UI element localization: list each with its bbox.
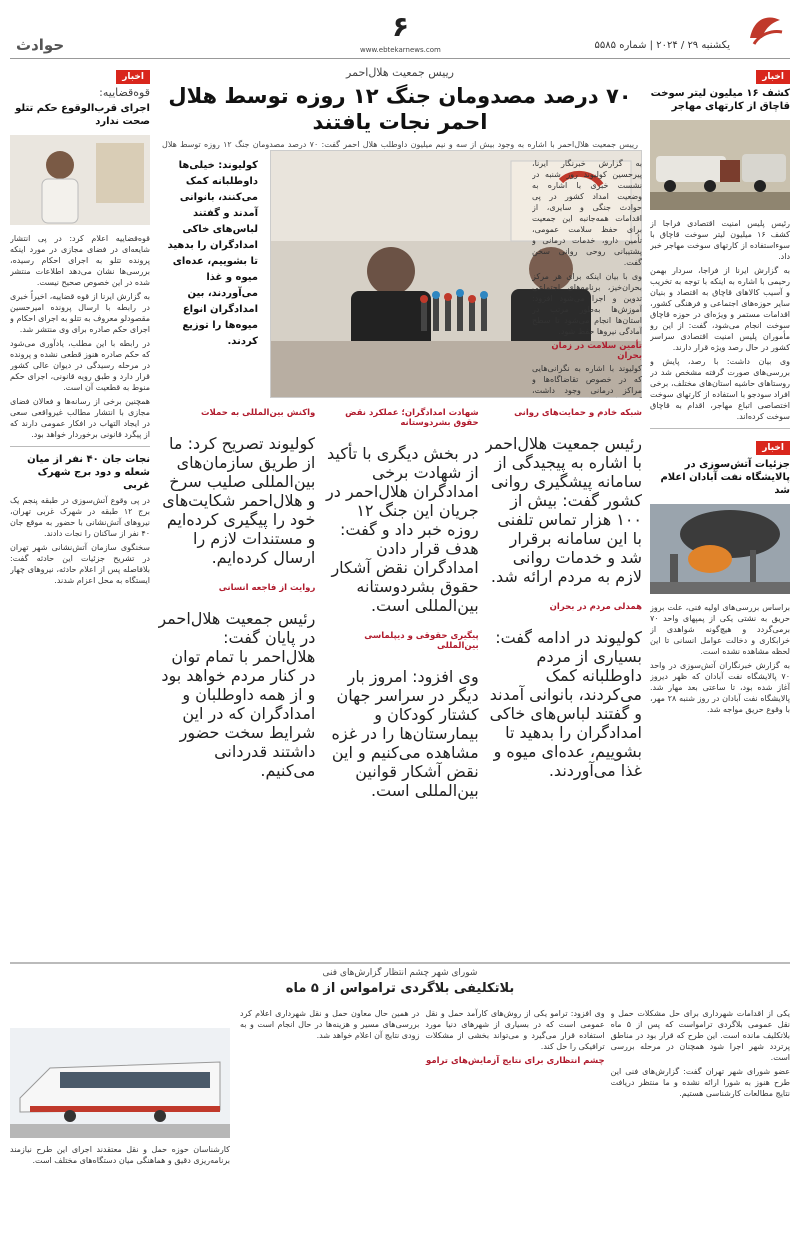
right-paragraph: براساس بررسی‌های اولیه فنی، علت بروز حریق به نشتی یکی از پمپهای واحد ۷۰ برمی‌گردد و هیچ‌گونه شواهدی از خرابکاری و دخالت عوامل انسانی تا این لحظه مشاهده نشده است. [650,603,790,656]
website-url[interactable]: www.ebtekarnews.com [360,46,441,54]
news-label: اخبار [756,441,790,455]
right-news-column [650,64,790,954]
body-column [485,404,642,954]
refinery-fire-photo [650,504,790,594]
bottom-columns [240,1008,790,1228]
main-subhead: شهادت امدادگران؛ عملکرد نقض حقوق بشردوستانه [345,408,479,428]
news-label: اخبار [756,70,790,84]
divider [10,446,150,447]
section-title: حوادث [16,36,65,54]
left-kicker: قوه‌قضاییه: [99,86,150,99]
photo-caption: کولیوند: خیلی‌ها داوطلبانه کمک می‌کنند، بانوانی آمدند و گفتند لباس‌های خاکی امدادگران را بدهید تا بشوییم، عده‌ای میوه و غذا می‌آوردند، بین امدادگران انواع میوه‌ها را توزیع کردند. [167,160,258,347]
page-number: ۶ [392,10,410,43]
divider [650,428,790,429]
left-paragraph: همچنین برخی از رسانه‌ها و فعالان فضای مجازی با انتشار مطالب غیرواقعی سعی در ایجاد التهاب در افکار عمومی دارند که از پیگرد قانونی برخوردار خواهد بود. [10,397,150,439]
bottom-column [425,1008,604,1228]
main-body-columns [158,404,642,954]
main-subhead: پیگیری حقوقی و دیپلماسی بین‌المللی [364,631,479,651]
left-news-column [10,64,150,954]
news-label: اخبار [116,70,150,84]
main-paragraph: کولیوند با اشاره به نگرانی‌هایی که در خصوص تقاضاگاه‌ها و مراکز درمانی وجود داشت، [532,364,642,395]
left-headline-2[interactable]: نجات جان ۴۰ نفر از میان شعله و دود برج شهرک غربی [27,454,150,491]
main-paragraph: رئیس جمعیت هلال‌احمر با اشاره به پیجیدگی از سامانه پیشگیری روانی کشور گفت: بیش از ۱۰۰ هزار تماس تلفنی با این سامانه برقرار شد و خدمات روانی لازم به مردم ارائه شد. [485,434,642,586]
left-headline[interactable]: اجرای قرب‌الوقوع حکم تتلو صحت ندارد [15,103,150,127]
bottom-paragraph: کارشناسان حوزه حمل و نقل معتقدند اجرای این طرح نیازمند برنامه‌ریزی دقیق و هماهنگی میان دستگاه‌های مختلف است. [10,1145,230,1165]
masthead-rule [10,58,790,59]
main-paragraph: وی با بیان اینکه برای هر مرکز بحران‌خیز، برنامه‌های اجتماعی تدوین و اجرا می‌شود افزود: آموزش‌ها به‌طور مرتب در استان‌ها انجام می‌شود تا سطح آمادگی نیروها حفظ شود. [532,272,642,336]
right-paragraph: به گزارش خبرنگاران آتش‌سوزی در واحد ۷۰ پالایشگاه نفت آبادان که ظهر دیروز آغاز شده بود، تا ساعتی بعد مهار شد. پالایشگاه نفت آبادان در روز شنبه ۲۸ مهر، با وقوع حریق مواجه شد. [650,661,790,714]
main-subhead: روایت از فاجعه انسانی [218,583,316,593]
main-paragraph: در بخش دیگری با تأکید از شهادت برخی امدادگران هلال‌احمر در جریان این جنگ ۱۲ روزه خبر داد و گفت: هدف قرار دادن امدادگران نقض آشکار حقوق بشردوستانه بین‌المللی است. [326,444,479,615]
masthead [0,0,800,60]
main-lead: رییس جمعیت هلال‌احمر با اشاره به وجود بیش از سه و نیم میلیون داوطلب هلال احمر گفت: ۷۰ درصد مصدومان جنگ ۱۲ روزه توسط هلال [162,140,638,149]
bottom-paragraph: یکی از اقدامات شهرداری برای حل مشکلات حمل و نقل عمومی بلاگردی ترامواست که پس از ۵ ماه بلاتکلیف مانده است. این طرح که قرار بود در مناطق پرتردد شهر اجرا شود همچنان در مرحله بررسی است. [610,1009,790,1062]
left-paragraph: سخنگوی سازمان آتش‌نشانی شهر تهران در تشریح جزئیات این حادثه گفت: بلافاصله پس از اعلام حادثه، نیروهای چهار ایستگاه به محل اعزام شدند. [10,543,150,585]
right-paragraph: وی بیان داشت: با رصد، پایش و بررسی‌های صورت گرفته مشخص شد در روستاهای حاشیه استان‌های مختلف، برخی افراد سودجو با استفاده از کارتهای سوخت اختصاصی اتباع مهاجر، اقدام به قاچاق سوخت کرده‌اند. [650,357,790,421]
main-article [158,64,642,954]
right-headline[interactable]: کشف ۱۶ میلیون لیتر سوخت قاچاق از کارتهای مهاجر [650,88,790,112]
left-paragraph: در پی وقوع آتش‌سوزی در طبقه پنجم یک برج ۱۲ طبقه در شهرک غربی تهران، نیروهای آتش‌نشانی با حضور به موقع جان ۴۰ نفر از ساکنان را نجات دادند. [10,496,150,538]
bottom-headline[interactable]: بلاتکلیفی بلاگردی ترامواس از ۵ ماه [285,981,515,996]
bottom-article [10,962,790,1234]
body-column [321,404,478,954]
left-paragraph: به گزارش ایرنا از قوه قضاییه، اخیراً خبری در رابطه با ارسال پرونده امیرحسین مقصودلو معروف به تتلو به اجرای احکام و اجرای حکم صادره برای وی منتشر شد. [10,292,150,334]
fuel-trucks-photo [650,120,790,210]
right-paragraph: رئیس پلیس امنیت اقتصادی فراجا از کشف ۱۶ میلیون لیتر سوخت قاچاق با سوءاستفاده از کارتهای سوخت مهاجر خبر داد. [650,219,790,261]
bottom-kicker: شورای شهر چشم انتظار گزارش‌های فنی [322,968,478,978]
bottom-column [611,1008,790,1228]
tataloo-photo [10,135,150,225]
newspaper-logo [744,8,788,52]
bottom-subhead: چشم انتظاری برای نتایج آزمایش‌های ترامو [426,1056,605,1066]
main-subhead: شبکه خادم و حمایت‌های روانی [514,408,642,418]
main-paragraph: رئیس جمعیت هلال‌احمر در پایان گفت: هلال‌احمر با تمام توان در کنار مردم خواهد بود و از همه داوطلبان و امدادگران که در این شرایط سخت حضور داشتند قدردانی می‌کنیم. [158,609,316,780]
left-paragraph: قوه‌قضاییه اعلام کرد: در پی انتشار شایعه‌ای در فضای مجازی در مورد اینکه پرونده تتلو به اجرای احکام رسیده، بررسی‌ها نشان می‌دهد اطلاعات منتشر شده در این خصوص صحیح نیست. [10,234,150,287]
bottom-paragraph: عضو شورای شهر تهران گفت: گزارش‌های فنی این طرح هنوز به شورا ارائه نشده و ما منتظر دریافت نتایج مطالعات کارشناسی هستیم. [610,1067,790,1098]
bottom-column [240,1008,419,1228]
main-subhead: واکنش بین‌المللی به حملات [201,408,316,418]
dateline: یکشنبه ۲۹ / ۲۰۲۴ | شماره ۵۵۸۵ [594,40,730,51]
left-paragraph: در رابطه با این مطلب، یادآوری می‌شود که حکم صادره هنوز قطعی نشده و پرونده در مرحله رسیدگی در دیوان عالی کشور قرار دارد و طبق رویه قانونی، اجرای حکم منوط به قطعیت آن است. [10,339,150,392]
main-headline[interactable]: ۷۰ درصد مصدومان جنگ ۱۲ روزه توسط هلال احمر نجات یافتند [168,84,632,134]
bottom-paragraph: در همین حال معاون حمل و نقل شهرداری اعلام کرد بررسی‌های مسیر و هزینه‌ها در حال انجام است و به زودی نتایج آن اعلام خواهد شد. [240,1009,420,1040]
main-paragraph: وی افزود: امروز بار دیگر در سراسر جهان کشتار کودکان و بیمارستان‌ها را در غزه مشاهده می‌کنیم و این نقض آشکار قوانین بین‌المللی است. [331,667,479,800]
right-headline-2[interactable]: جزئیات آتش‌سوزی در پالایشگاه نفت آبادان اعلام شد [660,459,790,496]
main-kicker: رییس جمعیت هلال‌احمر [346,66,454,79]
tram-photo [10,1028,230,1138]
main-side-text [532,158,642,398]
main-paragraph: کولیوند در ادامه گفت: بسیاری از مردم داوطلبانه کمک می‌کردند، بانوانی آمدند و گفتند لباس‌های خاکی امدادگران را بدهید تا بشوییم، عده‌ای میوه و غذا می‌آوردند. [489,628,642,780]
main-paragraph: به گزارش خبرنگار ایرنا، پیرحسین کولیوند روز شنبه در نشست خبری با اشاره به وضعیت امداد کشور در پی حوادث جنگی و سایری، از اقدامات همه‌جانبه این جمعیت برای حفظ سلامت عمومی، تأمین دارو، خدمات درمانی و پشتیبانی روحی روانی سخن گفت. [532,159,642,267]
right-paragraph: به گزارش ایرنا از فراجا، سردار بهمن رحیمی با اشاره به اینکه با توجه به تخریب و آسیب کالاهای قاچاق به اقتصاد و بنیان سایر حوزه‌های اجتماعی و فرهنگی کشور، اقدامات مستمر و ویژه‌ای در حوزه قاچاق سوخت انجام می‌شود، گفت: از این رو مأموران پلیس امنیت اقتصادی سراسر کشور در حال رصد ویژه قرار دارند. [650,266,790,352]
main-subhead: همدلی مردم در بحران [549,602,642,612]
bottom-left-text [10,1144,230,1228]
main-paragraph: کولیوند تصریح کرد: ما از طریق سازمان‌های بین‌المللی صلیب سرخ و هلال‌احمر شکایت‌های خود را پیگیری کرده‌ایم و مستندات لازم را ارسال کرده‌ایم. [162,434,316,567]
bottom-paragraph: وی افزود: ترامو یکی از روش‌های کارآمد حمل و نقل عمومی است که در بسیاری از شهرهای دنیا مورد استفاده قرار می‌گیرد و می‌تواند بخشی از مشکلات ترافیکی را حل کند. [425,1009,605,1051]
main-subhead: تأمین سلامت در زمان بحران [551,341,642,361]
body-column [158,404,315,954]
